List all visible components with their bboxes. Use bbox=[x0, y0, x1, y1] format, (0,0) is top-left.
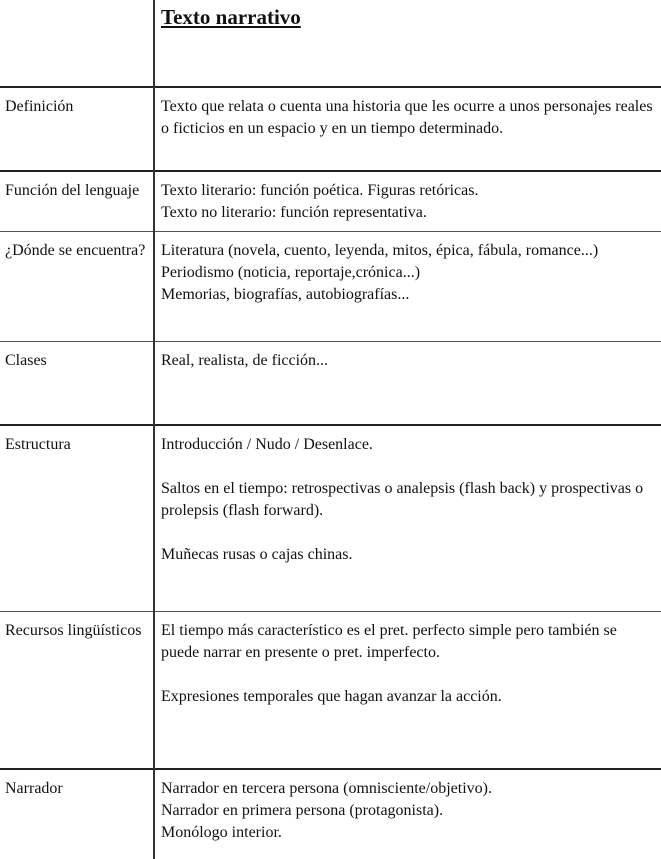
row-label: Función del lenguaje bbox=[0, 171, 154, 231]
content-line: Texto literario: función poética. Figuras retóricas. bbox=[161, 182, 479, 199]
content-line: Memorias, biografías, autobiografías... bbox=[161, 285, 410, 303]
content-line: Expresiones temporales que hagan avanzar la acción. bbox=[161, 687, 502, 705]
row-label: ¿Dónde se encuentra? bbox=[0, 231, 154, 341]
content-line: Muñecas rusas o cajas chinas. bbox=[161, 546, 353, 563]
row-content bbox=[154, 341, 661, 425]
content-line: Literatura (novela, cuento, leyenda, mitos, épica, fábula, romance...) bbox=[161, 241, 599, 259]
row-clases bbox=[0, 341, 661, 425]
row-content bbox=[154, 611, 661, 769]
row-estructura bbox=[0, 425, 661, 611]
header-row bbox=[0, 0, 661, 87]
row-content bbox=[154, 425, 661, 611]
content-line: Real, realista, de ficción... bbox=[161, 351, 329, 369]
row-content bbox=[154, 87, 661, 171]
row-content bbox=[154, 769, 661, 859]
content-line: Introducción / Nudo / Desenlace. bbox=[161, 436, 373, 453]
row-label: Recursos lingüísticos bbox=[0, 611, 154, 769]
header-empty-cell bbox=[0, 0, 154, 87]
content-line: Narrador en primera persona (protagonista). bbox=[161, 802, 444, 819]
content-line: Monólogo interior. bbox=[161, 824, 282, 841]
content-line: Narrador en tercera persona (omnisciente/objetivo). bbox=[161, 780, 492, 797]
row-definicion bbox=[0, 87, 661, 171]
content-line: Texto que relata o cuenta una historia que les ocurre a unos personajes reales o ficticios en un espacio y en un tiempo determinado. bbox=[161, 98, 653, 137]
row-donde-se-encuentra bbox=[0, 231, 661, 341]
row-label: Clases bbox=[0, 341, 154, 425]
content-line: Saltos en el tiempo: retrospectivas o analepsis (flash back) y prospectivas o prolepsis (flash forward). bbox=[161, 480, 644, 519]
row-funcion-lenguaje bbox=[0, 171, 661, 231]
row-content bbox=[154, 171, 661, 231]
content-line: Periodismo (noticia, reportaje,crónica...) bbox=[161, 263, 421, 281]
row-content bbox=[154, 231, 661, 341]
content-line: El tiempo más característico es el pret. perfecto simple pero también se puede narrar en presente o pret. imperfecto. bbox=[161, 621, 617, 661]
row-label: Estructura bbox=[0, 425, 154, 611]
row-narrador bbox=[0, 769, 661, 859]
content-line: Texto no literario: función representativa. bbox=[161, 204, 427, 221]
row-recursos-linguisticos bbox=[0, 611, 661, 769]
row-label: Narrador bbox=[0, 769, 154, 859]
table-title: Texto narrativo bbox=[161, 5, 301, 29]
row-label: Definición bbox=[0, 87, 154, 171]
